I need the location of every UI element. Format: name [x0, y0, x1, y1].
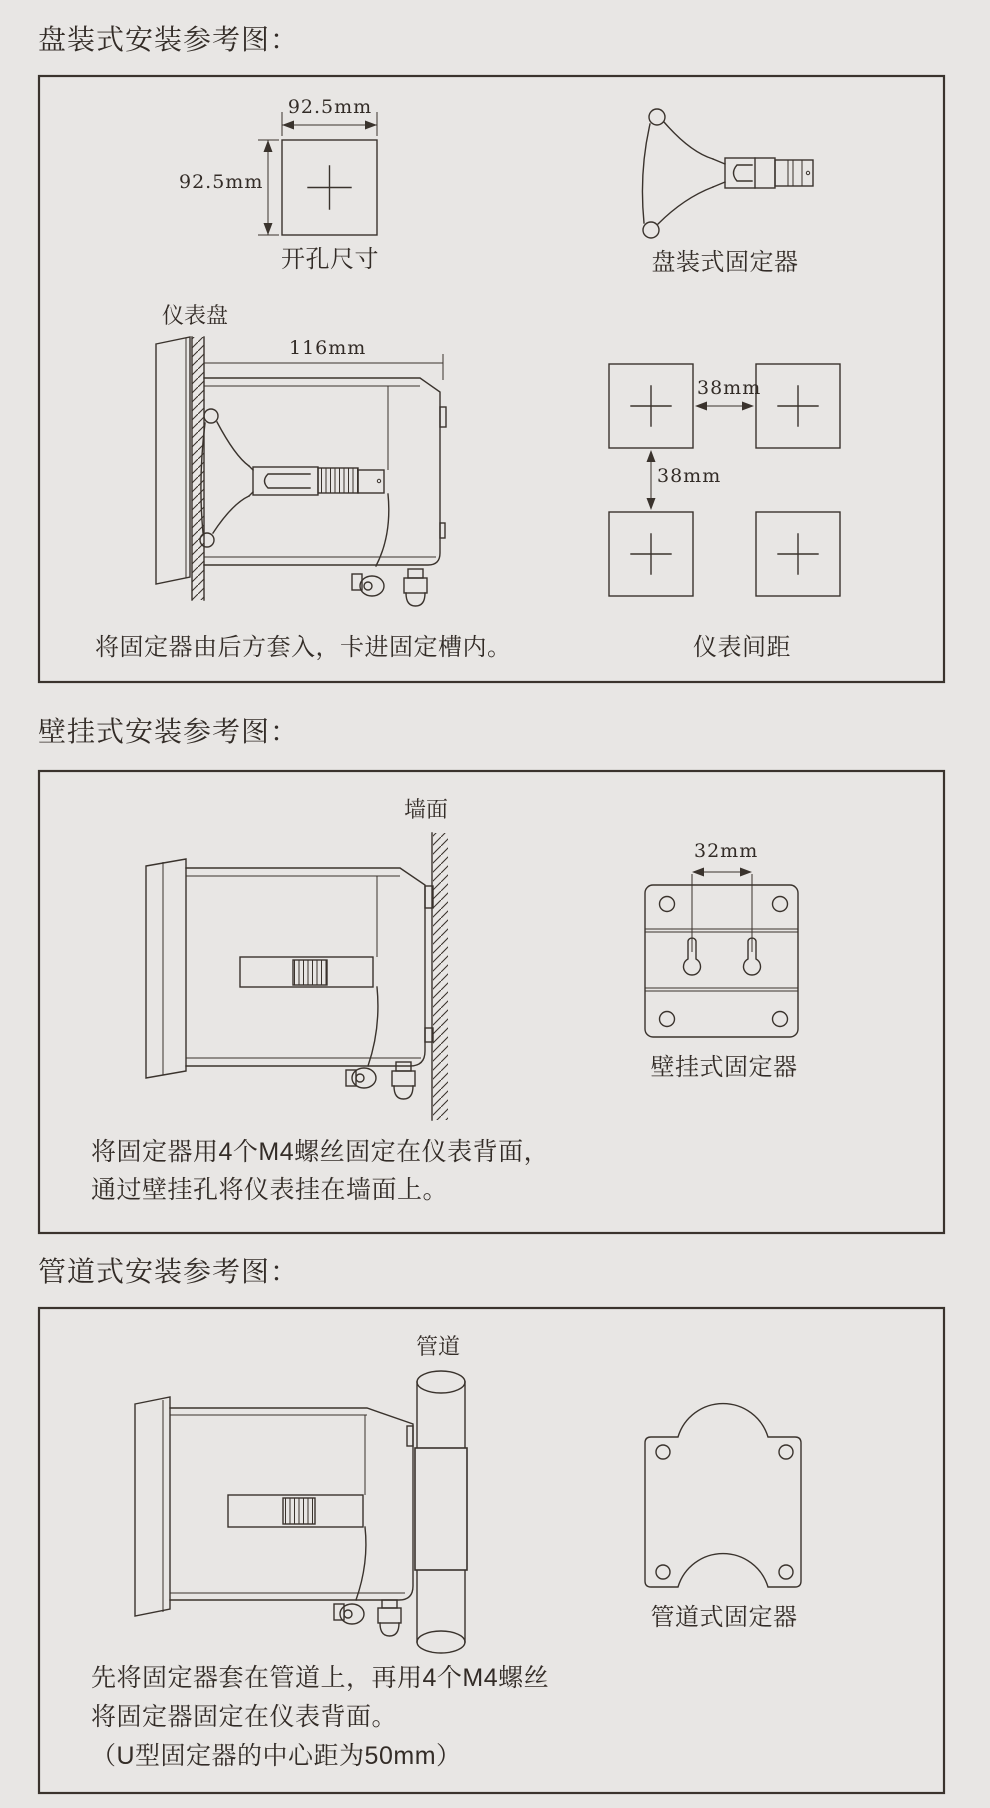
pipe-bracket-drawing [645, 1404, 801, 1587]
section1-frame [39, 76, 944, 682]
pipe-mount-caption-line2: 将固定器固定在仪表背面。 [91, 1703, 398, 1731]
cutout-height-dimension: 92.5mm [179, 171, 264, 193]
pipe-mount-caption-line1: 先将固定器套在管道上，再用4个M4螺丝 [91, 1664, 550, 1692]
pipe-label: 管道 [416, 1334, 461, 1359]
wall-mount-caption-line1: 将固定器用4个M4螺丝固定在仪表背面， [91, 1138, 550, 1166]
gap-horizontal-dimension: 38mm [697, 377, 762, 399]
wall-bracket-drawing [645, 868, 798, 1038]
depth-dimension: 116mm [289, 337, 367, 359]
section3-title: 管道式安装参考图： [38, 1256, 300, 1287]
panel-fixture-caption: 盘装式固定器 [651, 249, 799, 276]
cutout-caption: 开孔尺寸 [281, 246, 379, 273]
gap-vertical-dimension: 38mm [657, 465, 722, 487]
section1-title: 盘装式安装参考图： [38, 24, 300, 55]
cutout-width-dimension: 92.5mm [287, 96, 373, 118]
spacing-caption: 仪表间距 [693, 634, 791, 661]
wall-mount-caption-line2: 通过壁挂孔将仪表挂在墙面上。 [91, 1176, 449, 1204]
pipe-bracket-caption: 管道式固定器 [650, 1604, 798, 1631]
pipe-sideview-drawing [135, 1371, 467, 1653]
wall-sideview-drawing [146, 833, 448, 1120]
wall-hole-gap-dimension: 32mm [694, 840, 759, 862]
panel-mount-caption: 将固定器由后方套入，卡进固定槽内。 [95, 634, 512, 661]
pipe-mount-caption-line3: （U型固定器的中心距为50mm） [91, 1742, 462, 1770]
panel-fixture-drawing [642, 109, 813, 238]
instrument-panel-label: 仪表盘 [162, 303, 229, 328]
wall-label: 墙面 [404, 797, 449, 822]
cutout-diagram [258, 112, 377, 235]
wall-bracket-caption: 壁挂式固定器 [650, 1054, 798, 1081]
section2-title: 壁挂式安装参考图： [38, 716, 300, 747]
panel-sideview-drawing [156, 337, 446, 606]
